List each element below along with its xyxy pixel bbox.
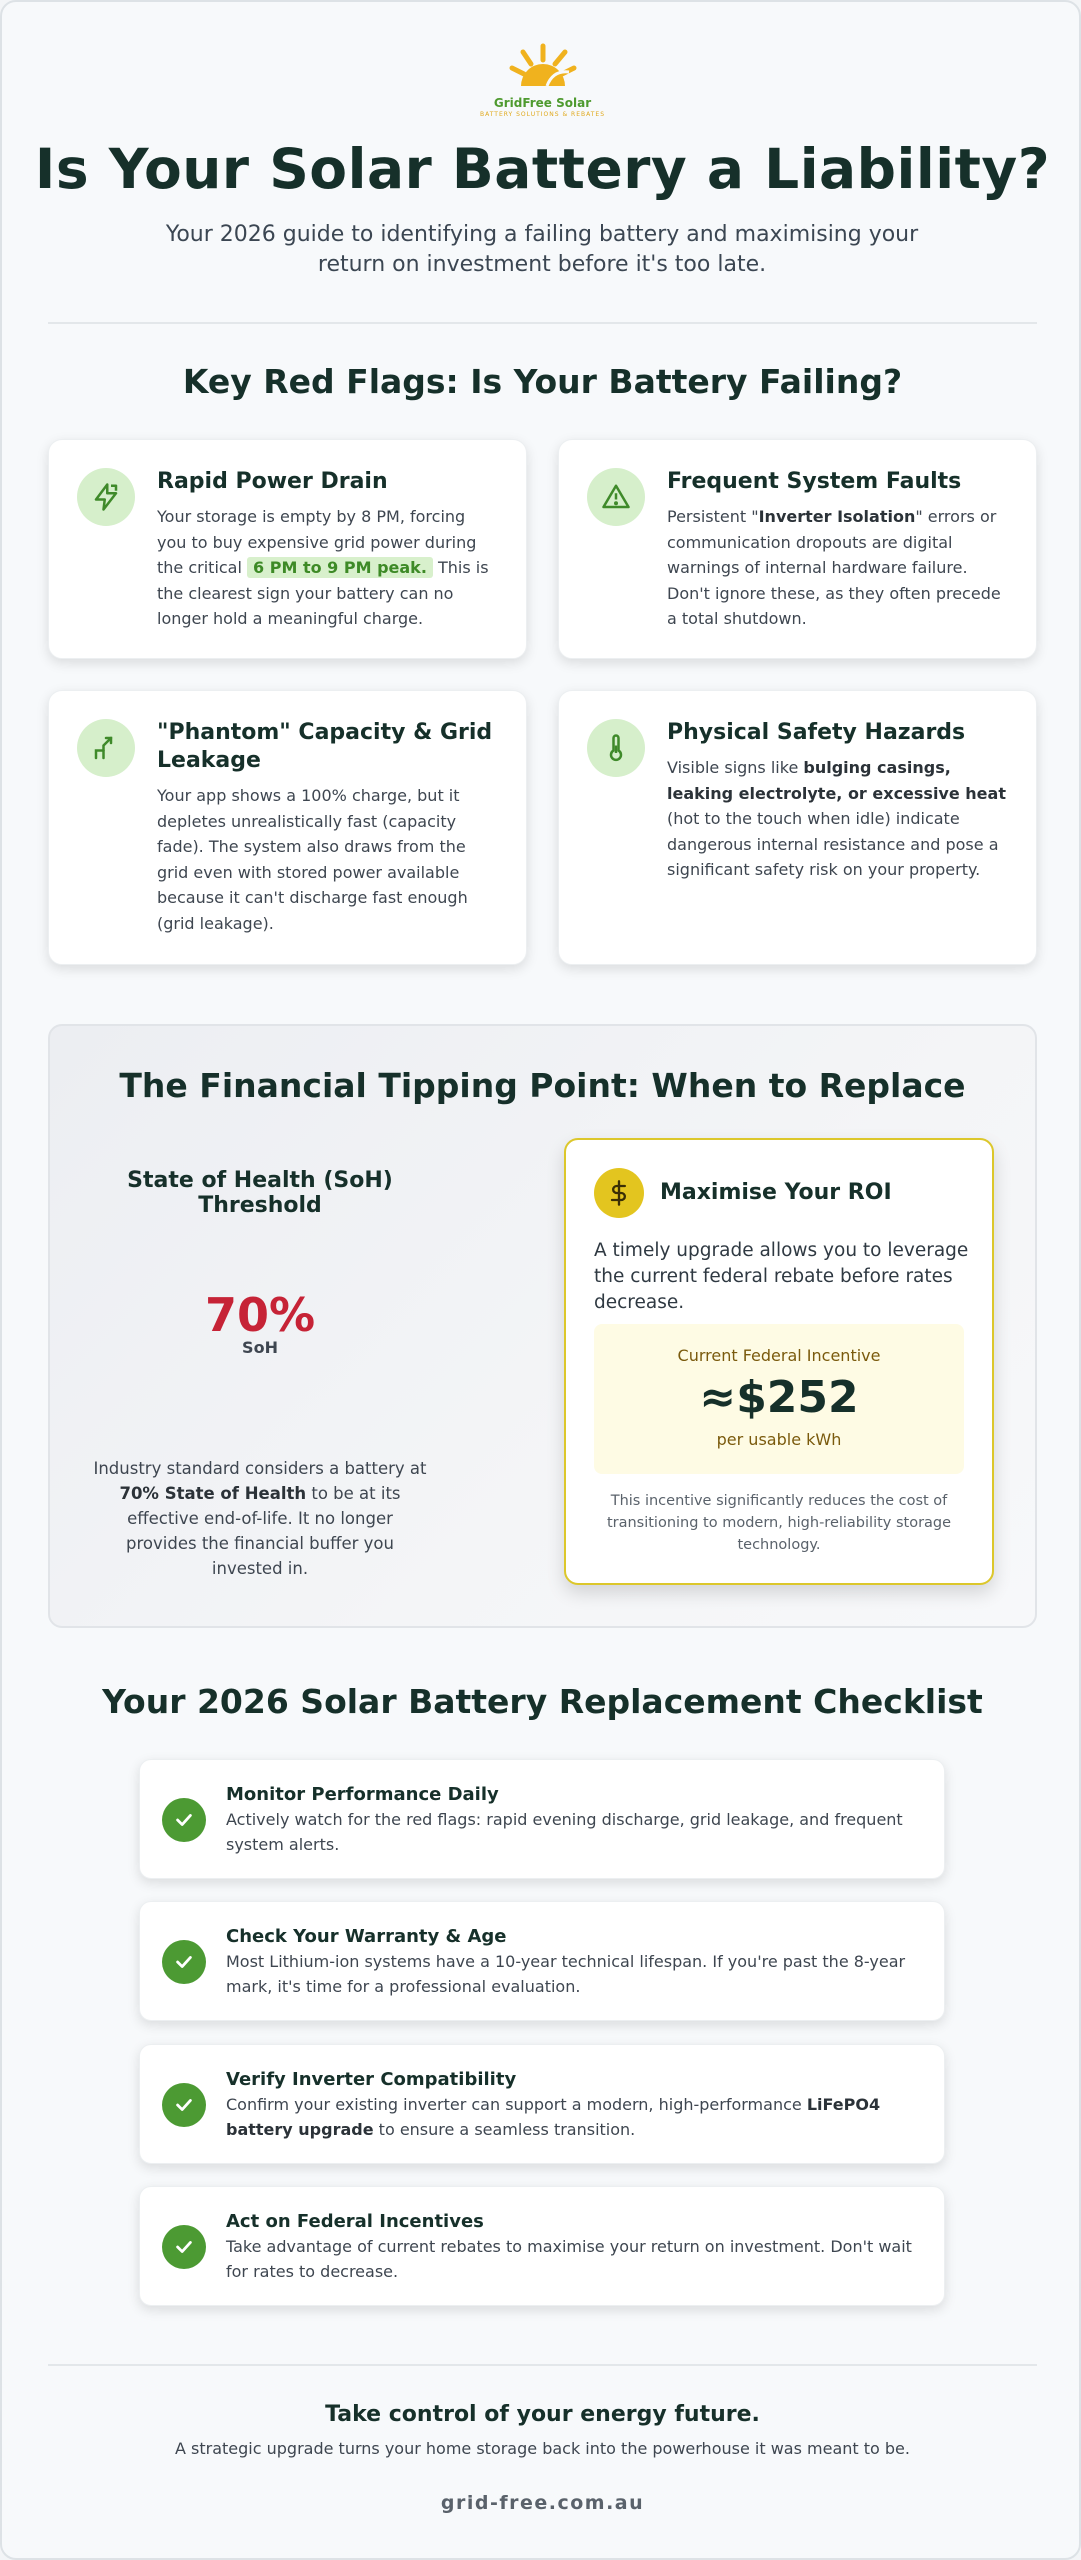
checklist-item-title: Check Your Warranty & Age <box>226 1926 507 1947</box>
soh-title: State of Health (SoH) Threshold <box>127 1168 393 1218</box>
incentive-value: ≈$252 <box>699 1372 859 1423</box>
footer-title: Take control of your energy future. <box>325 2402 760 2427</box>
lightning-icon <box>77 468 135 526</box>
financial-title: The Financial Tipping Point: When to Replace <box>119 1066 966 1105</box>
thermometer-icon <box>587 719 645 777</box>
brand-tagline: BATTERY SOLUTIONS & REBATES <box>479 111 606 118</box>
divider <box>48 2364 1037 2366</box>
card-text: Your app shows a 100% charge, but it depletes unrealistically fast (capacity fade). The system also draws from the grid even with stored power available because it can't discharge fast enough (grid leakage). <box>157 786 468 933</box>
checklist-item <box>139 2186 945 2306</box>
brand-name: GridFree Solar <box>493 96 592 110</box>
checklist-item-title: Monitor Performance Daily <box>226 1784 499 1805</box>
card-text: Visible signs like bulging casings, leaking electrolyte, or excessive heat (hot to the touch when idle) indicate dangerous internal resistance and pose a significant safety risk on your property. <box>667 758 1006 879</box>
checklist-item-text: Confirm your existing inverter can support a modern, high-performance LiFePO4 battery upgrade to ensure a seamless transition. <box>226 2095 881 2139</box>
warning-triangle-icon <box>587 468 645 526</box>
incentive-box <box>594 1324 964 1474</box>
checklist-item <box>139 2044 945 2164</box>
card-text: Persistent "Inverter Isolation" errors or communication dropouts are digital warnings of internal hardware failure. Don't ignore these, as they often precede a total shutdown. <box>667 507 1001 628</box>
roi-note: This incentive significantly reduces the cost of transitioning to modern, high-reliability storage technology. <box>606 1493 952 1553</box>
red-flag-card-system-faults <box>558 439 1037 659</box>
financial-section <box>48 1024 1037 1628</box>
checkmark-icon <box>162 1940 206 1984</box>
page-title: Is Your Solar Battery a Liability? <box>34 137 1051 201</box>
peak-highlight: 6 PM to 9 PM peak. <box>247 557 433 578</box>
dollar-icon <box>594 1168 644 1218</box>
brand-logo <box>2 42 1081 118</box>
sun-logo-icon <box>507 42 579 94</box>
checkmark-icon <box>162 1798 206 1842</box>
checklist-item-text: Take advantage of current rebates to maximise your return on investment. Don't wait for rates to decrease. <box>226 2237 912 2281</box>
checkmark-icon <box>162 2225 206 2269</box>
roi-title: Maximise Your ROI <box>660 1180 892 1205</box>
footer-subtitle: A strategic upgrade turns your home storage back into the powerhouse it was meant to be. <box>175 2439 910 2458</box>
checklist-item <box>139 1901 945 2021</box>
page-subtitle: Your 2026 guide to identifying a failing battery and maximising your return on investment before it's too late. <box>165 222 919 277</box>
soh-description: Industry standard considers a battery at 70% State of Health to be at its effective end-of-life. It no longer provides the financial buffer you invested in. <box>93 1459 427 1578</box>
card-title: Physical Safety Hazards <box>667 720 966 745</box>
red-flags-title: Key Red Flags: Is Your Battery Failing? <box>182 362 903 401</box>
checklist-item-title: Act on Federal Incentives <box>226 2211 484 2232</box>
divider <box>48 322 1037 324</box>
card-title: "Phantom" Capacity & Grid Leakage <box>157 720 493 773</box>
checklist-item <box>139 1759 945 1879</box>
incentive-label: Current Federal Incentive <box>677 1346 881 1365</box>
grid-leak-icon <box>77 719 135 777</box>
roi-card <box>564 1138 994 1585</box>
website-link[interactable]: grid-free.com.au <box>440 2492 645 2514</box>
checklist-item-title: Verify Inverter Compatibility <box>226 2069 517 2090</box>
card-title: Rapid Power Drain <box>157 469 388 494</box>
red-flag-card-power-drain <box>48 439 527 659</box>
roi-text: A timely upgrade allows you to leverage the current federal rebate before rates decrease. <box>594 1240 969 1313</box>
red-flag-card-phantom-capacity <box>48 690 527 965</box>
checklist-item-text: Actively watch for the red flags: rapid evening discharge, grid leakage, and frequent system alerts. <box>226 1810 903 1854</box>
incentive-unit: per usable kWh <box>716 1430 842 1449</box>
card-title: Frequent System Faults <box>667 469 962 494</box>
checklist-title: Your 2026 Solar Battery Replacement Checklist <box>102 1682 983 1721</box>
checklist-item-text: Most Lithium-ion systems have a 10-year technical lifespan. If you're past the 8-year mark, it's time for a professional evaluation. <box>226 1952 906 1996</box>
card-text: Your storage is empty by 8 PM, forcing you to buy expensive grid power during the critical 6 PM to 9 PM peak. This is the clearest sign your battery can no longer hold a meaningful charge. <box>157 507 489 628</box>
soh-value: 70% <box>204 1288 316 1342</box>
checkmark-icon <box>162 2083 206 2127</box>
soh-unit: SoH <box>242 1338 278 1357</box>
red-flag-card-safety-hazards <box>558 690 1037 965</box>
